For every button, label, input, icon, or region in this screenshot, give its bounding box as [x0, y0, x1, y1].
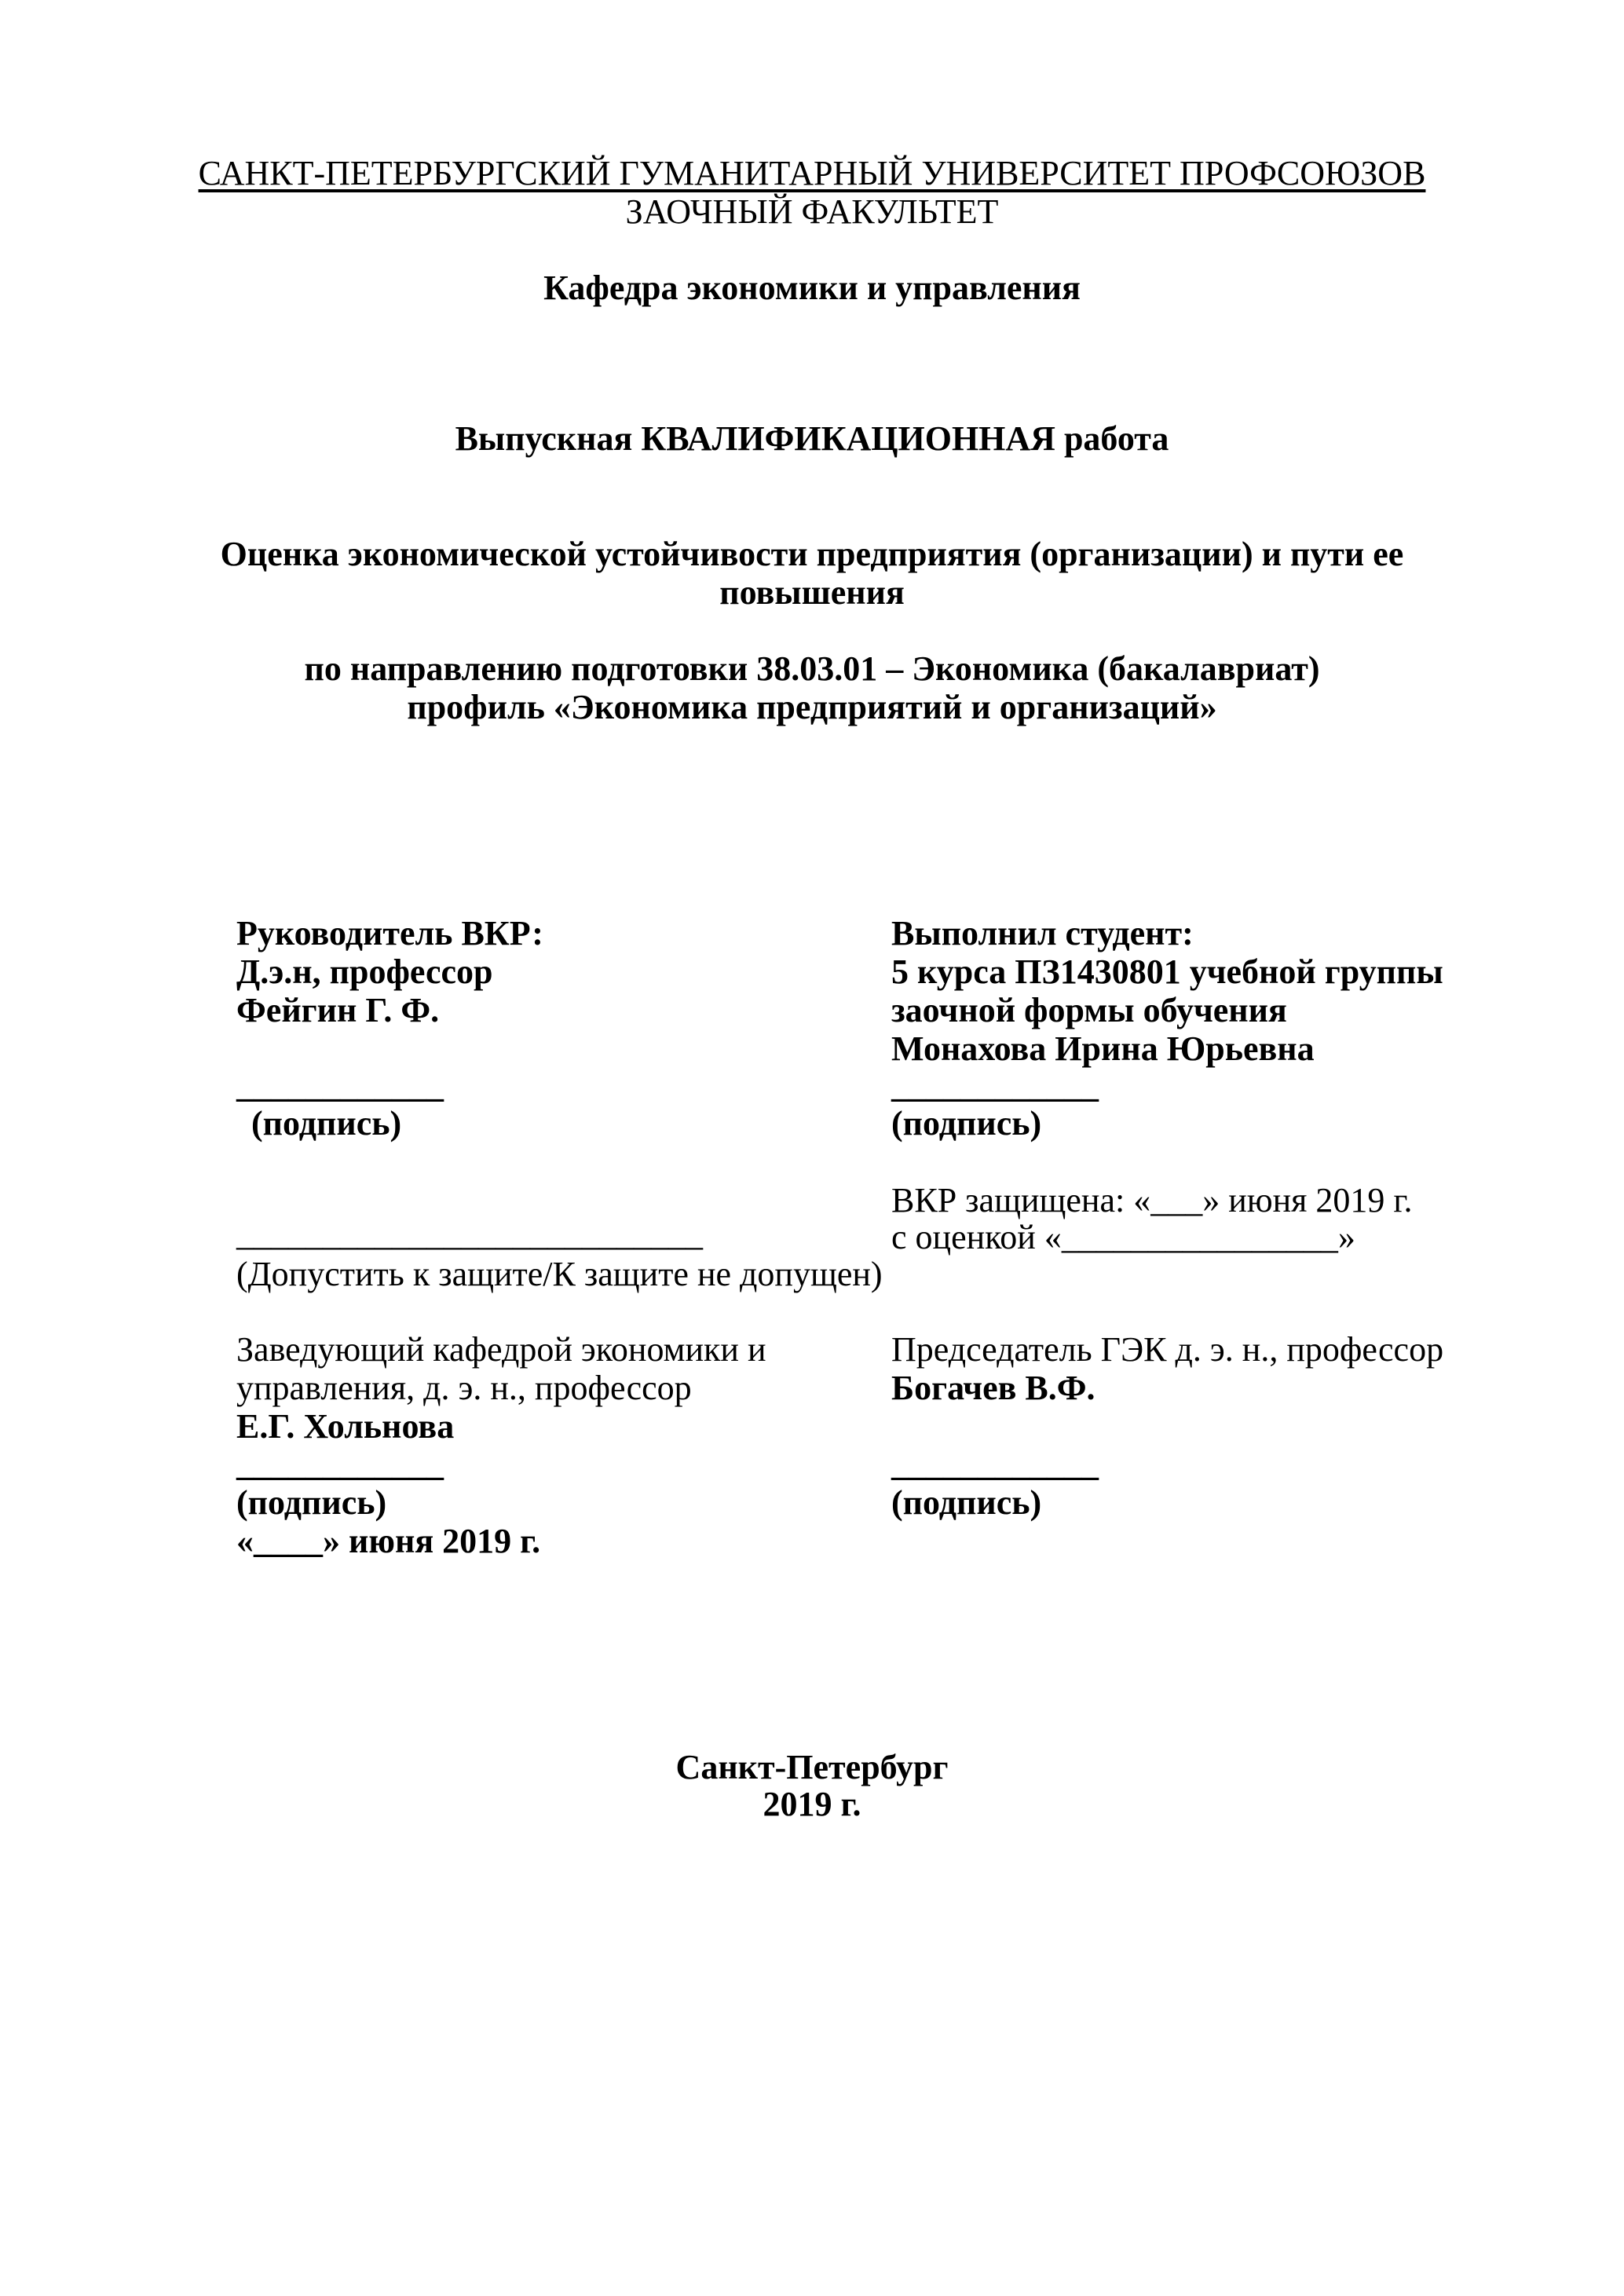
student-form: заочной формы обучения — [891, 991, 1287, 1029]
student-group: 5 курса ПЗ1430801 учебной группы — [891, 952, 1443, 991]
supervisor-label: Руководитель ВКР: — [236, 914, 543, 952]
faculty-name: ЗАОЧНЫЙ ФАКУЛЬТЕТ — [625, 192, 999, 231]
student-label: Выполнил студент: — [891, 914, 1194, 952]
supervisor-degree: Д.э.н, профессор — [236, 952, 493, 991]
admission-text: (Допустить к защите/К защите не допущен) — [236, 1255, 883, 1293]
student-signature-label: (подпись) — [891, 1104, 1042, 1143]
head-signature-line: ____________ — [236, 1445, 444, 1483]
chair-signature-line: ____________ — [891, 1445, 1099, 1483]
chair-title: Председатель ГЭК д. э. н., профессор — [891, 1330, 1444, 1369]
thesis-title-line-1: Оценка экономической устойчивости предприятия (организации) и пути ее — [220, 535, 1404, 573]
supervisor-name: Фейгин Г. Ф. — [236, 991, 440, 1029]
head-date: «____» июня 2019 г. — [236, 1522, 541, 1560]
footer-city: Санкт-Петербург — [675, 1748, 949, 1786]
head-signature-label: (подпись) — [236, 1483, 387, 1522]
supervisor-signature-line: ____________ — [236, 1066, 444, 1105]
supervisor-signature-label: (подпись) — [251, 1104, 402, 1143]
chair-signature-label: (подпись) — [891, 1483, 1042, 1522]
student-name: Монахова Ирина Юрьевна — [891, 1029, 1315, 1068]
head-name: Е.Г. Хольнова — [236, 1407, 455, 1446]
chair-name: Богачев В.Ф. — [891, 1369, 1095, 1407]
head-title-2: управления, д. э. н., профессор — [236, 1369, 692, 1407]
defense-grade: с оценкой «________________» — [891, 1218, 1355, 1256]
student-signature-line: ____________ — [891, 1066, 1099, 1105]
defense-date: ВКР защищена: «___» июня 2019 г. — [891, 1181, 1413, 1219]
thesis-title-line-2: повышения — [719, 573, 905, 612]
head-title-1: Заведующий кафедрой экономики и — [236, 1330, 766, 1369]
department-name: Кафедра экономики и управления — [543, 269, 1081, 307]
university-name: САНКТ-ПЕТЕРБУРГСКИЙ ГУМАНИТАРНЫЙ УНИВЕРСИТЕТ ПРОФСОЮЗОВ — [198, 154, 1426, 192]
admission-line: ___________________________ — [236, 1215, 703, 1253]
direction-line: по направлению подготовки 38.03.01 – Экономика (бакалавриат) — [304, 649, 1320, 688]
work-type: Выпускная КВАЛИФИКАЦИОННАЯ работа — [455, 419, 1169, 458]
profile-line: профиль «Экономика предприятий и организаций» — [407, 688, 1217, 726]
footer-year: 2019 г. — [763, 1785, 861, 1823]
